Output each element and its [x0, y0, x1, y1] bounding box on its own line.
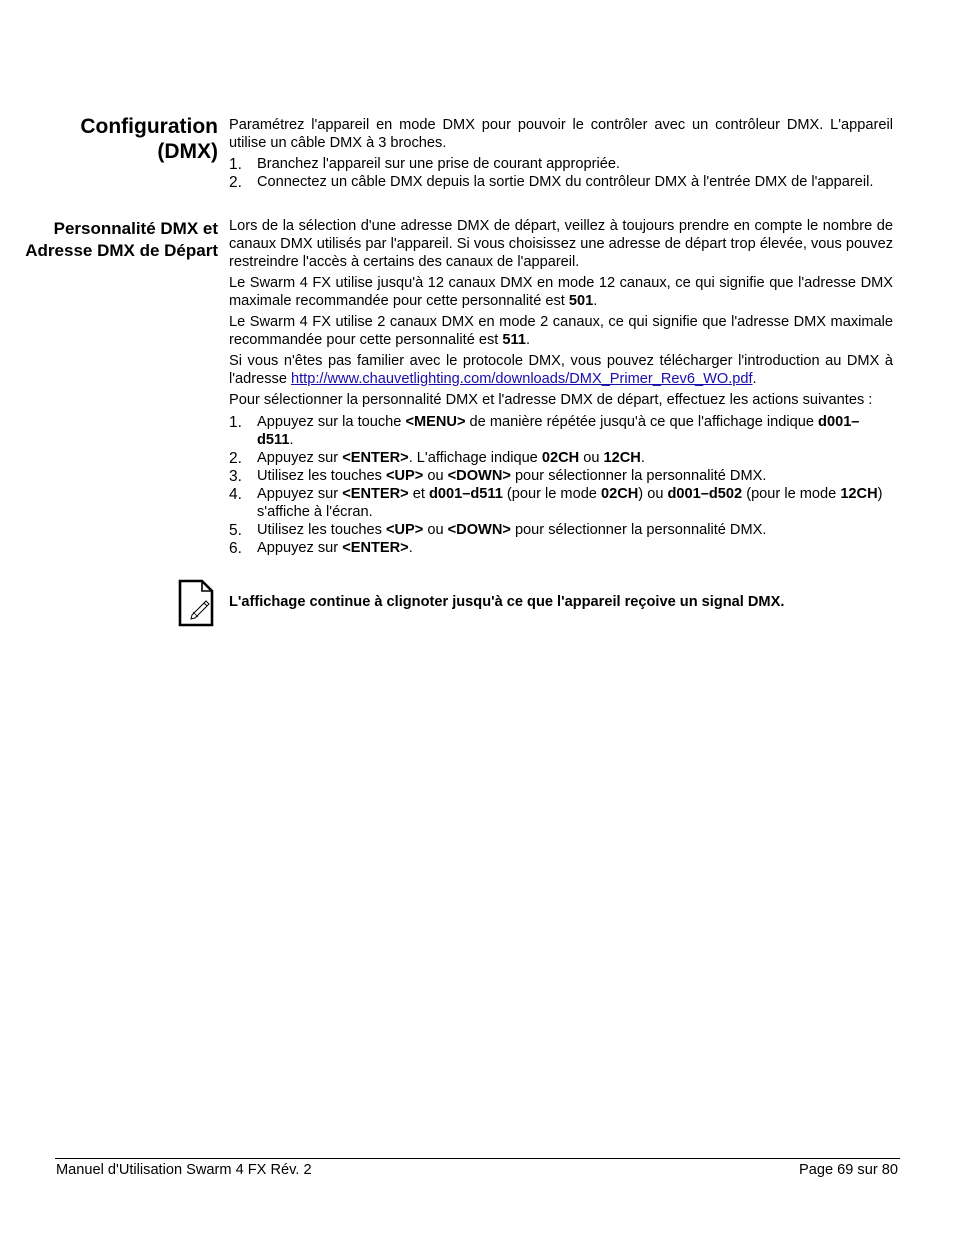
- footer-manual-title: Manuel d'Utilisation Swarm 4 FX Rév. 2: [56, 1162, 312, 1178]
- step-text: Connectez un câble DMX depuis la sortie DMX du contrôleur DMX à l'entrée DMX de l'appareil.: [257, 174, 874, 190]
- step-number: 2.: [229, 450, 242, 467]
- display-value: 02CH: [541, 450, 580, 466]
- list-item: 6. Appuyez sur <ENTER>.: [229, 540, 413, 557]
- intro-paragraph: Paramétrez l'appareil en mode DMX pour pouvoir le contrôler avec un contrôleur DMX. L'appareil utilise un câble DMX à 3 broches.: [229, 117, 893, 151]
- max-address-12ch: 501: [568, 293, 594, 309]
- note-callout: [178, 579, 898, 629]
- key-enter: <ENTER>: [342, 540, 409, 556]
- paragraph-dmx-primer: Si vous n'êtes pas familier avec le protocole DMX, vous pouvez télécharger l'introduction au DMX à l'adresse http://www.chauvetlighting.com/downloads/DMX_Primer_Rev6_WO.pdf.: [229, 353, 893, 387]
- dmx-primer-link[interactable]: http://www.chauvetlighting.com/downloads/DMX_Primer_Rev6_WO.pdf: [291, 371, 753, 387]
- note-text: L'affichage continue à clignoter jusqu'à ce que l'appareil reçoive un signal DMX.: [229, 594, 785, 610]
- section-heading-configuration: Configuration (DMX): [80, 115, 218, 163]
- paragraph-start-address: Lors de la sélection d'une adresse DMX de départ, veillez à toujours prendre en compte le nombre de canaux DMX utilisés par l'appareil. Si vous choisissez une adresse de départ trop élevée, vous pouvez restreindre l'accès à certains des canaux de l'appareil.: [229, 218, 893, 270]
- list-item: 4. Appuyez sur <ENTER> et d001–d511 (pour le mode 02CH) ou d001–d502 (pour le mode 12CH) s'affiche à l'écran.: [229, 486, 883, 520]
- step-number: 3.: [229, 468, 242, 485]
- section-personality-body: [229, 217, 893, 557]
- step-number: 1.: [229, 156, 242, 173]
- key-down: <DOWN>: [447, 468, 511, 484]
- note-pencil-icon: [178, 579, 214, 627]
- list-item: 3. Utilisez les touches <UP> ou <DOWN> pour sélectionner la personnalité DMX.: [229, 468, 767, 485]
- key-up: <UP>: [385, 522, 424, 538]
- page-footer: [55, 1158, 900, 1178]
- key-down: <DOWN>: [447, 522, 511, 538]
- step-number: 1.: [229, 414, 242, 431]
- max-address-2ch: 511: [502, 332, 526, 348]
- step-number: 2.: [229, 174, 242, 191]
- list-item: [229, 155, 893, 173]
- section-heading-personality: Personnalité DMX et Adresse DMX de Départ: [25, 219, 218, 260]
- display-value: d001–d511: [428, 486, 503, 502]
- footer-page-number: Page 69 sur 80: [799, 1162, 898, 1178]
- display-value: 02CH: [600, 486, 639, 502]
- step-number: 5.: [229, 522, 242, 539]
- list-item: 5. Utilisez les touches <UP> ou <DOWN> pour sélectionner la personnalité DMX.: [229, 522, 767, 539]
- display-value: d001–d502: [667, 486, 743, 502]
- config-steps-list: [229, 155, 893, 191]
- display-value: d001–d511: [257, 414, 860, 448]
- list-item: 2. Appuyez sur <ENTER>. L'affichage indique 02CH ou 12CH.: [229, 450, 645, 467]
- step-text: Branchez l'appareil sur une prise de courant appropriée.: [257, 156, 620, 172]
- display-value: 12CH: [603, 450, 641, 466]
- display-value: 12CH: [840, 486, 878, 502]
- key-menu: <MENU>: [405, 414, 466, 430]
- section-configuration-body: [229, 116, 893, 191]
- paragraph-12ch: Le Swarm 4 FX utilise jusqu'à 12 canaux DMX en mode 12 canaux, ce qui signifie que l'adresse DMX maximale recommandée pour cette personnalité est 501.: [229, 275, 893, 309]
- paragraph-instructions: Pour sélectionner la personnalité DMX et l'adresse DMX de départ, effectuez les actions suivantes :: [229, 392, 873, 408]
- list-item: 1. Appuyez sur la touche <MENU> de manière répétée jusqu'à ce que l'affichage indique d001–d511.: [229, 414, 860, 448]
- personality-steps-list: [229, 413, 893, 557]
- step-number: 4.: [229, 486, 242, 503]
- paragraph-2ch: Le Swarm 4 FX utilise 2 canaux DMX en mode 2 canaux, ce qui signifie que l'adresse DMX maximale recommandée pour cette personnalité est 511.: [229, 314, 893, 348]
- key-up: <UP>: [385, 468, 424, 484]
- key-enter: <ENTER>: [342, 450, 409, 466]
- list-item: [229, 173, 893, 191]
- step-number: 6.: [229, 540, 242, 557]
- key-enter: <ENTER>: [342, 486, 409, 502]
